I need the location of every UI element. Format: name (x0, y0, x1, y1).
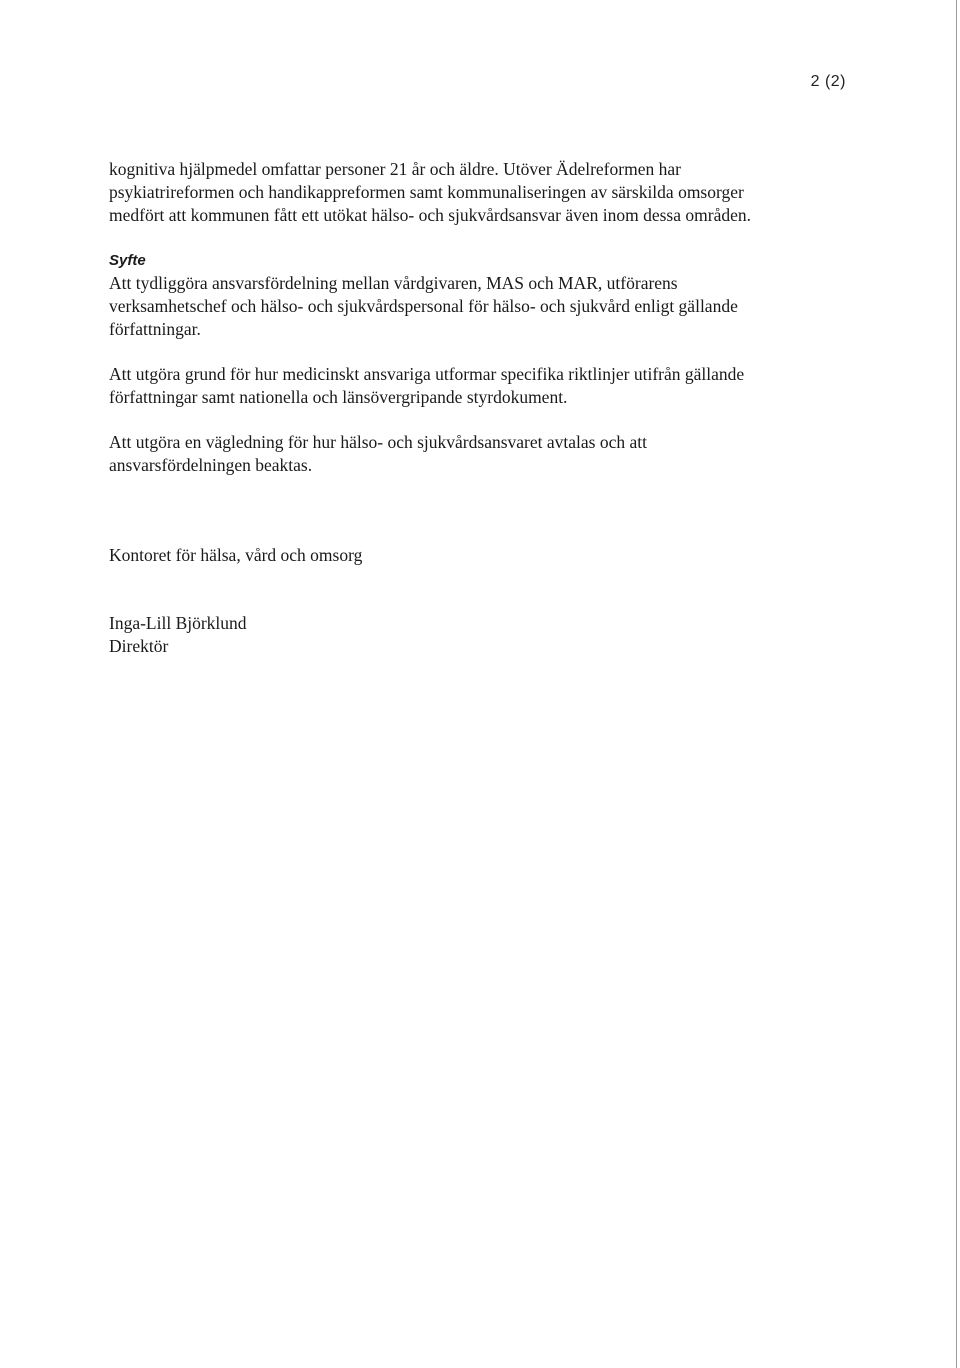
signature-block (109, 544, 362, 658)
intro-paragraph (109, 158, 849, 227)
text-line: Att tydliggöra ansvarsfördelning mellan vårdgivaren, MAS och MAR, utförarens (109, 273, 678, 293)
document-body (109, 158, 849, 477)
text-line: Att utgöra grund för hur medicinskt ansvariga utformar specifika riktlinjer utifrån gällande (109, 364, 745, 384)
office-name: Kontoret för hälsa, vård och omsorg (109, 545, 363, 565)
text-line: författningar. (109, 319, 201, 339)
text-line: psykiatrireformen och handikappreformen samt kommunaliseringen av särskilda omsorger (109, 182, 744, 202)
page-number: 2 (2) (810, 73, 846, 90)
purpose-paragraph-1 (109, 272, 849, 341)
text-line: kognitiva hjälpmedel omfattar personer 21 år och äldre. Utöver Ädelreformen har (109, 159, 681, 179)
section-heading-syfte: Syfte (109, 252, 146, 269)
text-line: Att utgöra en vägledning för hur hälso- och sjukvårdsansvaret avtalas och att (109, 432, 647, 452)
text-line: ansvarsfördelningen beaktas. (109, 455, 313, 475)
text-line: författningar samt nationella och länsövergripande styrdokument. (109, 387, 568, 407)
signer-title: Direktör (109, 636, 169, 656)
text-line: medfört att kommunen fått ett utökat hälso- och sjukvårdsansvar även inom dessa områden. (109, 205, 751, 225)
purpose-paragraph-3 (109, 431, 849, 477)
signer-name: Inga-Lill Björklund (109, 613, 247, 633)
text-line: verksamhetschef och hälso- och sjukvårdspersonal för hälso- och sjukvård enligt gällande (109, 296, 738, 316)
purpose-paragraph-2 (109, 363, 849, 409)
page-edge-line (956, 0, 957, 1368)
